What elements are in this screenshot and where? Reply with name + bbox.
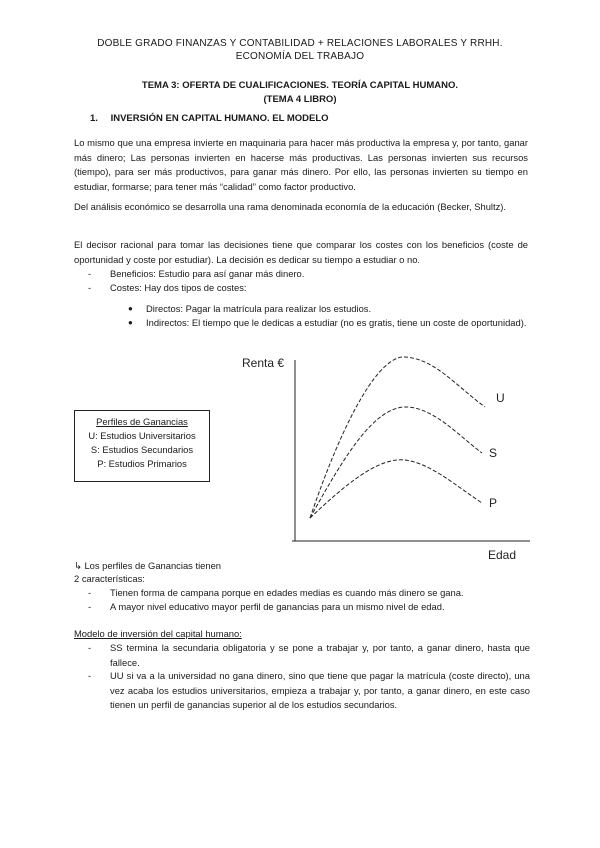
dash-marker: - — [88, 642, 92, 653]
box-title: Perfiles de Ganancias — [96, 416, 188, 427]
box-item: U: Estudios Universitarios — [88, 430, 196, 441]
list-item-text: Indirectos: El tiempo que le dedicas a estudiar (no es gratis, tiene un coste de oportunidad). — [146, 317, 527, 328]
model-heading: Modelo de inversión del capital humano: — [74, 628, 242, 639]
section-number: 1. — [90, 113, 98, 124]
box-item: P: Estudios Primarios — [97, 458, 187, 469]
profile-note: ↳ Los perfiles de Ganancias tienen — [74, 560, 222, 571]
list-item-text: UU si va a la universidad no gana dinero, sino que tiene que pagar la matrícula (coste directo), una vez acaba los estudios universitarios, empieza a trabajar y, por tanto, a ganar dinero, en este caso tienen un perfil de ganancias superior al de los estudios secundarios. — [110, 670, 530, 710]
list-item-text: SS termina la secundaria obligatoria y se pone a trabajar y, por tanto, a ganar dinero, hasta que fallece. — [110, 642, 530, 668]
list-item — [88, 600, 528, 615]
topic-title: TEMA 3: OFERTA DE CUALIFICACIONES. TEORÍA CAPITAL HUMANO. — [141, 80, 459, 91]
paragraph-economics: Del análisis económico se desarrolla una rama denominada economía de la educación (Becker, Shultz). — [74, 201, 507, 212]
series-label-p: P — [489, 496, 498, 510]
series-label-s: S — [489, 446, 498, 460]
bullet-icon: ● — [128, 318, 133, 327]
dash-marker: - — [88, 601, 92, 612]
section-title: INVERSIÓN EN CAPITAL HUMANO. EL MODELO — [110, 113, 329, 124]
list-item — [88, 669, 530, 713]
course-subheader: ECONOMÍA DEL TRABAJO — [235, 51, 365, 62]
section-heading — [90, 113, 329, 124]
box-item: S: Estudios Secundarios — [90, 444, 194, 455]
dash-marker: - — [88, 268, 92, 279]
list-item — [88, 586, 528, 601]
dash-marker: - — [88, 587, 92, 598]
list-item — [128, 302, 528, 317]
dash-marker: - — [88, 670, 92, 681]
course-header: DOBLE GRADO FINANZAS Y CONTABILIDAD + RELACIONES LABORALES Y RRHH. — [97, 38, 503, 49]
y-axis-label: Renta € — [242, 356, 285, 370]
profile-note-continued: 2 características: — [74, 573, 145, 584]
curve-p — [310, 460, 482, 518]
paragraph-decision: El decisor racional para tomar las decisiones tiene que comparar los costes con los beneficios (coste de oportunidad y coste por estudiar). La decisión es dedicar su tiempo a estudiar o no. — [74, 239, 528, 265]
paragraph-intro: Lo mismo que una empresa invierte en maquinaria para hacer más productiva la empresa y, por tanto, ganar más dinero; Las personas invierten en hacerse más productivas. Las personas invierten sus recursos (tiempo), para ser más productivos, para ganar más dinero. Por ello, las personas invierten su tiempo en estudiar, formarse; para tener más “calidad” como factor productivo. — [74, 137, 528, 192]
x-axis-label: Edad — [488, 548, 517, 562]
list-item — [88, 281, 247, 296]
list-item-text: A mayor nivel educativo mayor perfil de ganancias para un mismo nivel de edad. — [110, 601, 445, 612]
bullet-icon: ● — [128, 304, 133, 313]
list-item-text: Beneficios: Estudio para así ganar más dinero. — [110, 268, 305, 279]
earnings-profiles-box — [74, 410, 210, 482]
list-item-text: Directos: Pagar la matrícula para realizar los estudios. — [146, 303, 372, 314]
dash-marker: - — [88, 282, 92, 293]
list-item-text: Tienen forma de campana porque en edades medias es cuando más dinero se gana. — [110, 587, 464, 598]
list-item-text: Costes: Hay dos tipos de costes: — [110, 282, 247, 293]
list-item — [88, 267, 305, 282]
list-item — [128, 316, 528, 331]
topic-subtitle: (TEMA 4 LIBRO) — [263, 94, 337, 105]
curve-s — [310, 407, 482, 518]
curve-u — [310, 357, 485, 518]
earnings-profile-chart — [230, 345, 550, 565]
series-label-u: U — [496, 391, 505, 405]
list-item — [88, 641, 530, 670]
